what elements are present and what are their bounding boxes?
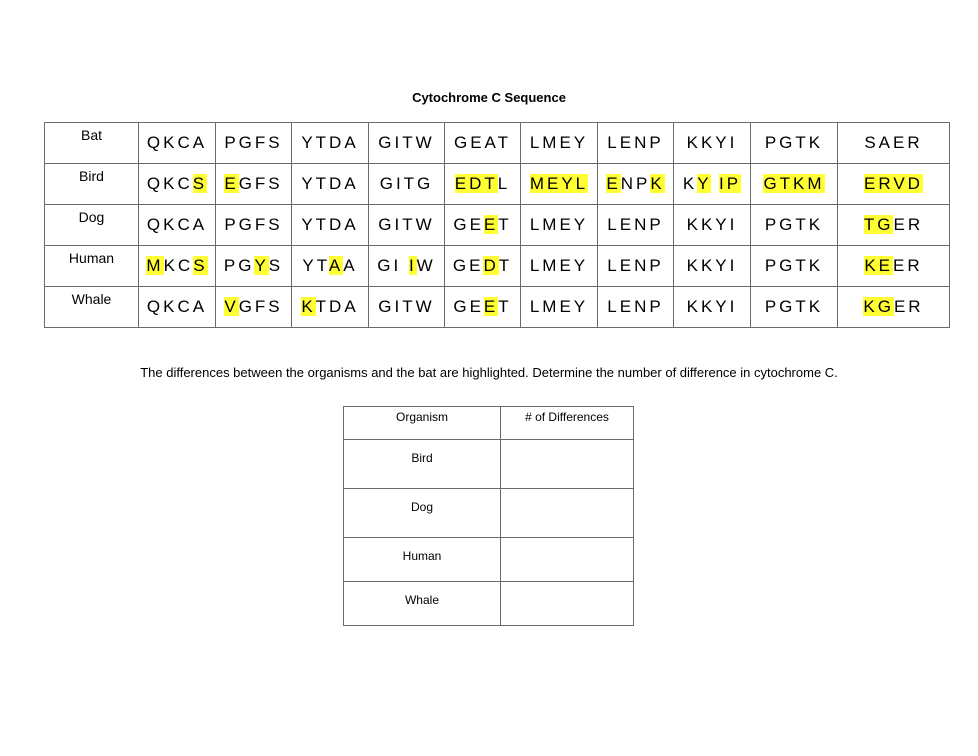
residue: PGFS xyxy=(224,215,283,234)
residue: GEAT xyxy=(453,133,512,152)
answer-input-cell[interactable] xyxy=(501,538,634,582)
sequence-group xyxy=(598,205,674,246)
sequence-group xyxy=(598,246,674,287)
residue: L xyxy=(497,174,511,193)
sequence-row-bird xyxy=(45,164,950,205)
residue: PGFS xyxy=(224,133,283,152)
sequence-group xyxy=(674,205,751,246)
organism-name: Human xyxy=(45,246,139,287)
residue: GE xyxy=(452,256,484,275)
sequence-group xyxy=(598,287,674,328)
sequence-table xyxy=(44,122,950,328)
sequence-group xyxy=(751,246,838,287)
answer-row-dog xyxy=(344,489,634,538)
sequence-group xyxy=(751,287,838,328)
sequence-group xyxy=(369,246,445,287)
answer-table xyxy=(343,406,634,626)
residue: GITW xyxy=(378,297,435,316)
residue: ER xyxy=(893,297,924,316)
sequence-group xyxy=(369,164,445,205)
highlighted-residue: E xyxy=(483,215,499,234)
highlighted-residue: E xyxy=(224,174,239,193)
sequence-group xyxy=(445,164,521,205)
sequence-group xyxy=(216,246,292,287)
organism-name: Whale xyxy=(45,287,139,328)
residue: T xyxy=(498,215,512,234)
sequence-group xyxy=(292,205,369,246)
sequence-group xyxy=(216,164,292,205)
residue: PG xyxy=(223,256,255,275)
sequence-row-bat xyxy=(45,123,950,164)
sequence-group xyxy=(598,123,674,164)
answer-organism: Dog xyxy=(344,489,501,538)
sequence-group xyxy=(445,123,521,164)
residue: LENP xyxy=(607,215,664,234)
answer-row-human xyxy=(344,538,634,582)
sequence-group xyxy=(674,246,751,287)
highlighted-residue: MEYL xyxy=(529,174,589,193)
residue: W xyxy=(416,256,436,275)
sequence-group xyxy=(838,246,950,287)
residue: NP xyxy=(620,174,651,193)
highlighted-residue: Y xyxy=(697,174,712,193)
residue: LENP xyxy=(607,297,664,316)
residue: PGTK xyxy=(764,256,824,275)
residue: GE xyxy=(453,215,484,234)
highlighted-residue: K xyxy=(650,174,665,193)
answer-organism: Whale xyxy=(344,582,501,626)
sequence-group xyxy=(598,164,674,205)
residue: GI xyxy=(377,256,409,275)
highlighted-residue: S xyxy=(193,256,208,275)
answer-row-whale xyxy=(344,582,634,626)
residue: GFS xyxy=(238,297,283,316)
sequence-group xyxy=(674,123,751,164)
residue: KC xyxy=(163,256,194,275)
residue: PGTK xyxy=(764,297,824,316)
residue: K xyxy=(682,174,698,193)
highlighted-residue: D xyxy=(483,256,499,275)
sequence-group xyxy=(369,123,445,164)
residue: KKYI xyxy=(686,256,738,275)
sequence-group xyxy=(521,287,598,328)
answer-input-cell[interactable] xyxy=(501,440,634,489)
sequence-group xyxy=(838,287,950,328)
answer-input-cell[interactable] xyxy=(501,489,634,538)
sequence-group xyxy=(216,123,292,164)
residue: T xyxy=(498,297,512,316)
highlighted-residue: A xyxy=(328,256,344,275)
highlighted-residue: Y xyxy=(254,256,269,275)
residue: QKCA xyxy=(146,297,208,316)
residue: LMEY xyxy=(529,215,589,234)
highlighted-residue: E xyxy=(606,174,621,193)
residue: LMEY xyxy=(529,133,589,152)
header-organism: Organism xyxy=(344,407,501,440)
sequence-group xyxy=(751,123,838,164)
sequence-group xyxy=(521,246,598,287)
sequence-group xyxy=(751,164,838,205)
sequence-row-human xyxy=(45,246,950,287)
residue: T xyxy=(498,256,513,275)
residue: YTDA xyxy=(301,215,359,234)
sequence-group xyxy=(292,123,369,164)
highlighted-residue: ERVD xyxy=(864,174,923,193)
sequence-group xyxy=(445,287,521,328)
residue: GFS xyxy=(238,174,283,193)
highlighted-residue: KE xyxy=(864,256,894,275)
sequence-row-whale xyxy=(45,287,950,328)
residue: QKCA xyxy=(146,133,208,152)
residue: GITW xyxy=(378,133,435,152)
instructions-text: The differences between the organisms and the bat are highlighted. Determine the number of difference in cytochrome C. xyxy=(140,365,838,380)
sequence-group xyxy=(292,246,369,287)
sequence-group xyxy=(838,205,950,246)
sequence-group xyxy=(521,164,598,205)
residue: LENP xyxy=(607,133,664,152)
answer-row-bird xyxy=(344,440,634,489)
sequence-group xyxy=(216,287,292,328)
highlighted-residue: IP xyxy=(719,174,742,193)
sequence-group xyxy=(139,123,216,164)
sequence-group xyxy=(445,205,521,246)
highlighted-residue: V xyxy=(224,297,239,316)
sequence-group xyxy=(139,164,216,205)
highlighted-residue: S xyxy=(192,174,208,193)
answer-header-row xyxy=(344,407,634,440)
residue: ER xyxy=(893,215,924,234)
page-title: Cytochrome C Sequence xyxy=(412,90,566,105)
answer-organism: Human xyxy=(344,538,501,582)
sequence-group xyxy=(838,123,950,164)
highlighted-residue: GTKM xyxy=(763,174,825,193)
highlighted-residue: KG xyxy=(863,297,894,316)
header-differences: # of Differences xyxy=(501,407,634,440)
residue: SAER xyxy=(864,133,923,152)
residue xyxy=(711,174,719,193)
sequence-group xyxy=(445,246,521,287)
residue: PGTK xyxy=(764,215,824,234)
highlighted-residue: EDT xyxy=(454,174,498,193)
residue: LENP xyxy=(607,256,664,275)
residue: YT xyxy=(302,256,329,275)
sequence-group xyxy=(521,123,598,164)
highlighted-residue: M xyxy=(146,256,164,275)
residue: GITW xyxy=(378,215,435,234)
highlighted-residue: K xyxy=(301,297,316,316)
residue: LMEY xyxy=(529,297,589,316)
organism-name: Bat xyxy=(45,123,139,164)
residue: GITG xyxy=(379,174,434,193)
residue: GE xyxy=(453,297,484,316)
answer-input-cell[interactable] xyxy=(501,582,634,626)
sequence-group xyxy=(521,205,598,246)
residue: A xyxy=(343,256,358,275)
residue: KKYI xyxy=(686,297,738,316)
residue: LMEY xyxy=(529,256,589,275)
residue: YTDA xyxy=(301,174,359,193)
residue: YTDA xyxy=(301,133,359,152)
sequence-group xyxy=(838,164,950,205)
highlighted-residue: I xyxy=(408,256,417,275)
organism-name: Dog xyxy=(45,205,139,246)
residue: TDA xyxy=(315,297,359,316)
sequence-group xyxy=(751,205,838,246)
sequence-group xyxy=(139,287,216,328)
residue: KKYI xyxy=(686,215,738,234)
residue: PGTK xyxy=(764,133,824,152)
residue: QKCA xyxy=(146,215,208,234)
sequence-group xyxy=(674,287,751,328)
residue: S xyxy=(268,256,284,275)
residue: KKYI xyxy=(686,133,738,152)
organism-name: Bird xyxy=(45,164,139,205)
residue: QKC xyxy=(146,174,193,193)
sequence-group xyxy=(292,287,369,328)
sequence-group xyxy=(369,287,445,328)
sequence-group xyxy=(139,205,216,246)
sequence-group xyxy=(139,246,216,287)
sequence-group xyxy=(292,164,369,205)
sequence-row-dog xyxy=(45,205,950,246)
answer-organism: Bird xyxy=(344,440,501,489)
highlighted-residue: TG xyxy=(863,215,894,234)
sequence-group xyxy=(216,205,292,246)
sequence-group xyxy=(674,164,751,205)
sequence-group xyxy=(369,205,445,246)
residue: ER xyxy=(893,256,923,275)
highlighted-residue: E xyxy=(483,297,499,316)
